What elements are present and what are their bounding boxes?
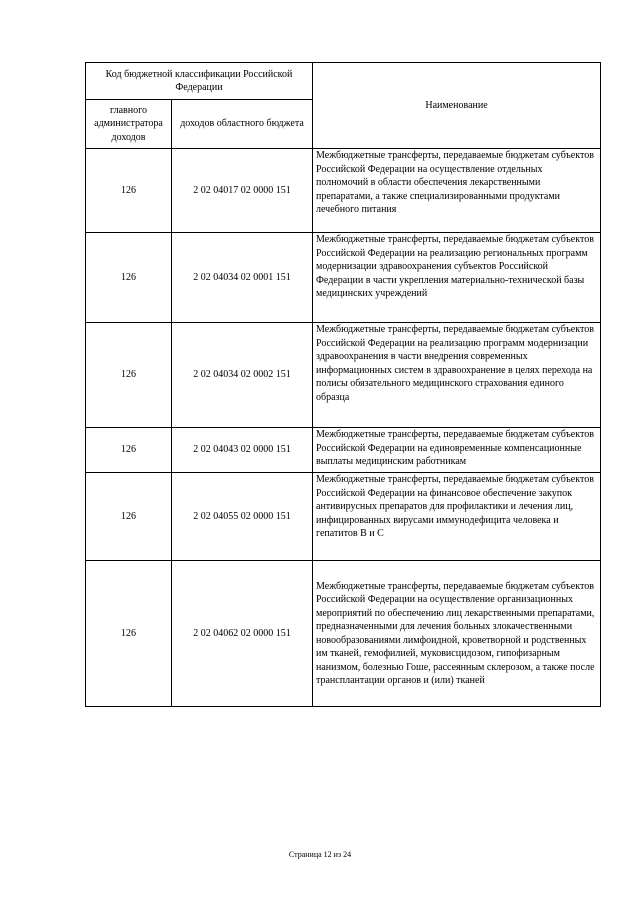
table-row (86, 323, 601, 428)
cell-revenue-code: 2 02 04055 02 0000 151 (172, 473, 313, 561)
header-regional-revenue: доходов областного бюджета (172, 100, 313, 149)
cell-revenue-code: 2 02 04043 02 0000 151 (172, 428, 313, 473)
cell-revenue-code: 2 02 04034 02 0001 151 (172, 233, 313, 323)
budget-classification-table (85, 62, 601, 707)
cell-revenue-code: 2 02 04017 02 0000 151 (172, 149, 313, 233)
header-name: Наименование (313, 63, 601, 149)
cell-revenue-code: 2 02 04034 02 0002 151 (172, 323, 313, 428)
header-main-administrator: главного администратора доходов (86, 100, 172, 149)
header-classification-code: Код бюджетной классификации Российской Федерации (86, 63, 313, 100)
table-row (86, 233, 601, 323)
table-row (86, 561, 601, 707)
cell-admin-code: 126 (86, 428, 172, 473)
cell-admin-code: 126 (86, 149, 172, 233)
cell-name: Межбюджетные трансферты, передаваемые бюджетам субъектов Российской Федерации на единовременные компенсационные выплаты медицинским работникам (313, 428, 601, 473)
cell-name: Межбюджетные трансферты, передаваемые бюджетам субъектов Российской Федерации на реализацию региональных программ модернизации здравоохранения субъектов Российской Федерации в части укрепления материально-технической базы медицинских учреждений (313, 233, 601, 323)
cell-admin-code: 126 (86, 323, 172, 428)
cell-admin-code: 126 (86, 473, 172, 561)
cell-name: Межбюджетные трансферты, передаваемые бюджетам субъектов Российской Федерации на финансовое обеспечение закупок антивирусных препаратов для профилактики и лечения лиц, инфицированных вирусами иммунодефицита человека и гепатитов B и C (313, 473, 601, 561)
cell-revenue-code: 2 02 04062 02 0000 151 (172, 561, 313, 707)
cell-name: Межбюджетные трансферты, передаваемые бюджетам субъектов Российской Федерации на реализацию программ модернизации здравоохранения в части внедрения современных информационных систем в здравоохранение в целях перехода на полисы обязательного медицинского страхования единого образца (313, 323, 601, 428)
cell-name: Межбюджетные трансферты, передаваемые бюджетам субъектов Российской Федерации на осуществление организационных мероприятий по обеспечению лиц лекарственными препаратами, предназначенными для лечения больных злокачественными новообразованиями лимфоидной, кроветворной и родственных им тканей, гемофилией, муковисцидозом, гипофизарным нанизмом, болезнью Гоше, рассеянным склерозом, а также после трансплантации органов и (или) тканей (313, 561, 601, 707)
cell-name: Межбюджетные трансферты, передаваемые бюджетам субъектов Российской Федерации на осуществление отдельных полномочий в области обеспечения лекарственными препаратами, а также специализированными продуктами лечебного питания (313, 149, 601, 233)
cell-admin-code: 126 (86, 233, 172, 323)
cell-admin-code: 126 (86, 561, 172, 707)
table-row (86, 428, 601, 473)
table-row (86, 473, 601, 561)
table-row (86, 149, 601, 233)
page-number: Страница 12 из 24 (288, 850, 352, 859)
